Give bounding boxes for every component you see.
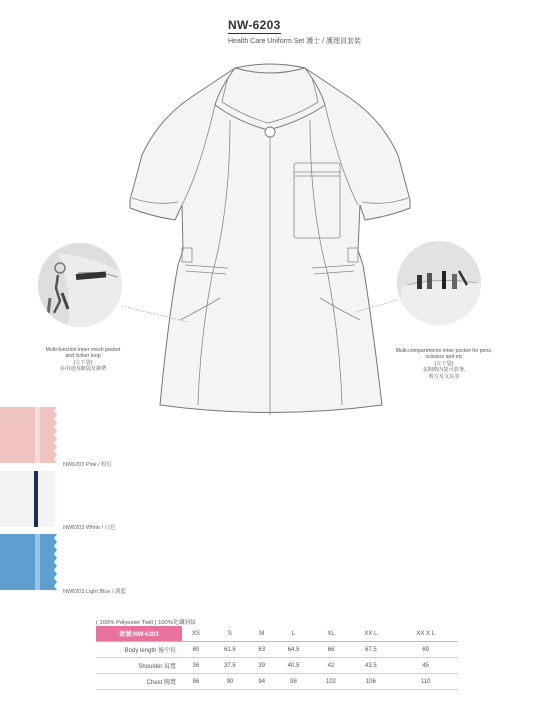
table-cell: 69 — [393, 642, 458, 658]
swatch-label-light-blue: NW6203 Light Blue / 湖藍 — [63, 589, 126, 595]
caption-line: 多間格內袋可放筆, — [422, 367, 466, 374]
detail-photo-mesh-pocket — [38, 243, 122, 327]
table-cell: 90 — [210, 674, 250, 690]
size-header: XL — [314, 626, 349, 642]
caption-line: (左下袋) — [73, 359, 93, 366]
row-label: Chest 胸寬 — [96, 674, 182, 690]
product-subtitle: Health Care Uniform Set 護士 / 護理員套裝 — [228, 38, 362, 45]
caption-line: 剪刀及文具等 — [428, 373, 460, 380]
swatch-light-blue — [0, 534, 57, 590]
table-cell: 36 — [182, 658, 210, 674]
swatch-label-white: NW6203 White / 白色 — [63, 525, 116, 531]
caption-line: scissors and etc — [425, 354, 463, 361]
caption-line: (左下袋) — [434, 360, 454, 367]
table-cell: 45 — [393, 658, 458, 674]
table-row — [96, 674, 458, 690]
table-cell: 61.5 — [210, 642, 250, 658]
callout-left-caption — [28, 347, 138, 373]
size-header: S — [210, 626, 250, 642]
row-label: Shoulder 肩寬 — [96, 658, 182, 674]
detail-photo-compartment-pocket — [397, 241, 481, 325]
size-header: XX X L — [393, 626, 458, 642]
row-label: Body length 後中長 — [96, 642, 182, 658]
table-cell: 43.5 — [348, 658, 393, 674]
size-header: XS — [182, 626, 210, 642]
table-cell: 94 — [250, 674, 273, 690]
table-cell: 98 — [273, 674, 313, 690]
size-header: L — [273, 626, 313, 642]
table-cell: 106 — [348, 674, 393, 690]
swatch-label-pink: NW6203 Pink / 粉紅 — [63, 462, 113, 468]
table-cell: 40.5 — [273, 658, 313, 674]
model-badge: 款號:NW-6203 — [96, 626, 182, 642]
table-cell: 60 — [182, 642, 210, 658]
table-cell: 110 — [393, 674, 458, 690]
size-header: M — [250, 626, 273, 642]
table-row — [96, 642, 458, 658]
table-cell: 66 — [314, 642, 349, 658]
caption-line: Multi-function inner mesh pocket — [45, 347, 121, 353]
size-table — [96, 626, 458, 690]
caption-line: and locker loop — [65, 353, 101, 360]
caption-line: 多用途內網袋及掛帶 — [59, 366, 107, 373]
swatch-pink — [0, 407, 57, 463]
table-cell: 42 — [314, 658, 349, 674]
table-cell: 63 — [250, 642, 273, 658]
size-header-row — [96, 626, 458, 642]
table-cell: 37.5 — [210, 658, 250, 674]
table-row — [96, 658, 458, 674]
fabric-composition: ( 100% Polyester Twill ) 100%化纖斜紋 — [96, 620, 197, 626]
table-cell: 67.5 — [348, 642, 393, 658]
table-cell: 86 — [182, 674, 210, 690]
caption-line: Multi-compartments inner pocket for pens, — [395, 348, 493, 354]
swatch-white — [0, 471, 57, 527]
table-cell: 64.5 — [273, 642, 313, 658]
size-header: XX L — [348, 626, 393, 642]
callout-right-caption — [385, 348, 503, 380]
table-cell: 39 — [250, 658, 273, 674]
table-cell: 102 — [314, 674, 349, 690]
model-number-title: NW-6203 — [228, 18, 281, 32]
